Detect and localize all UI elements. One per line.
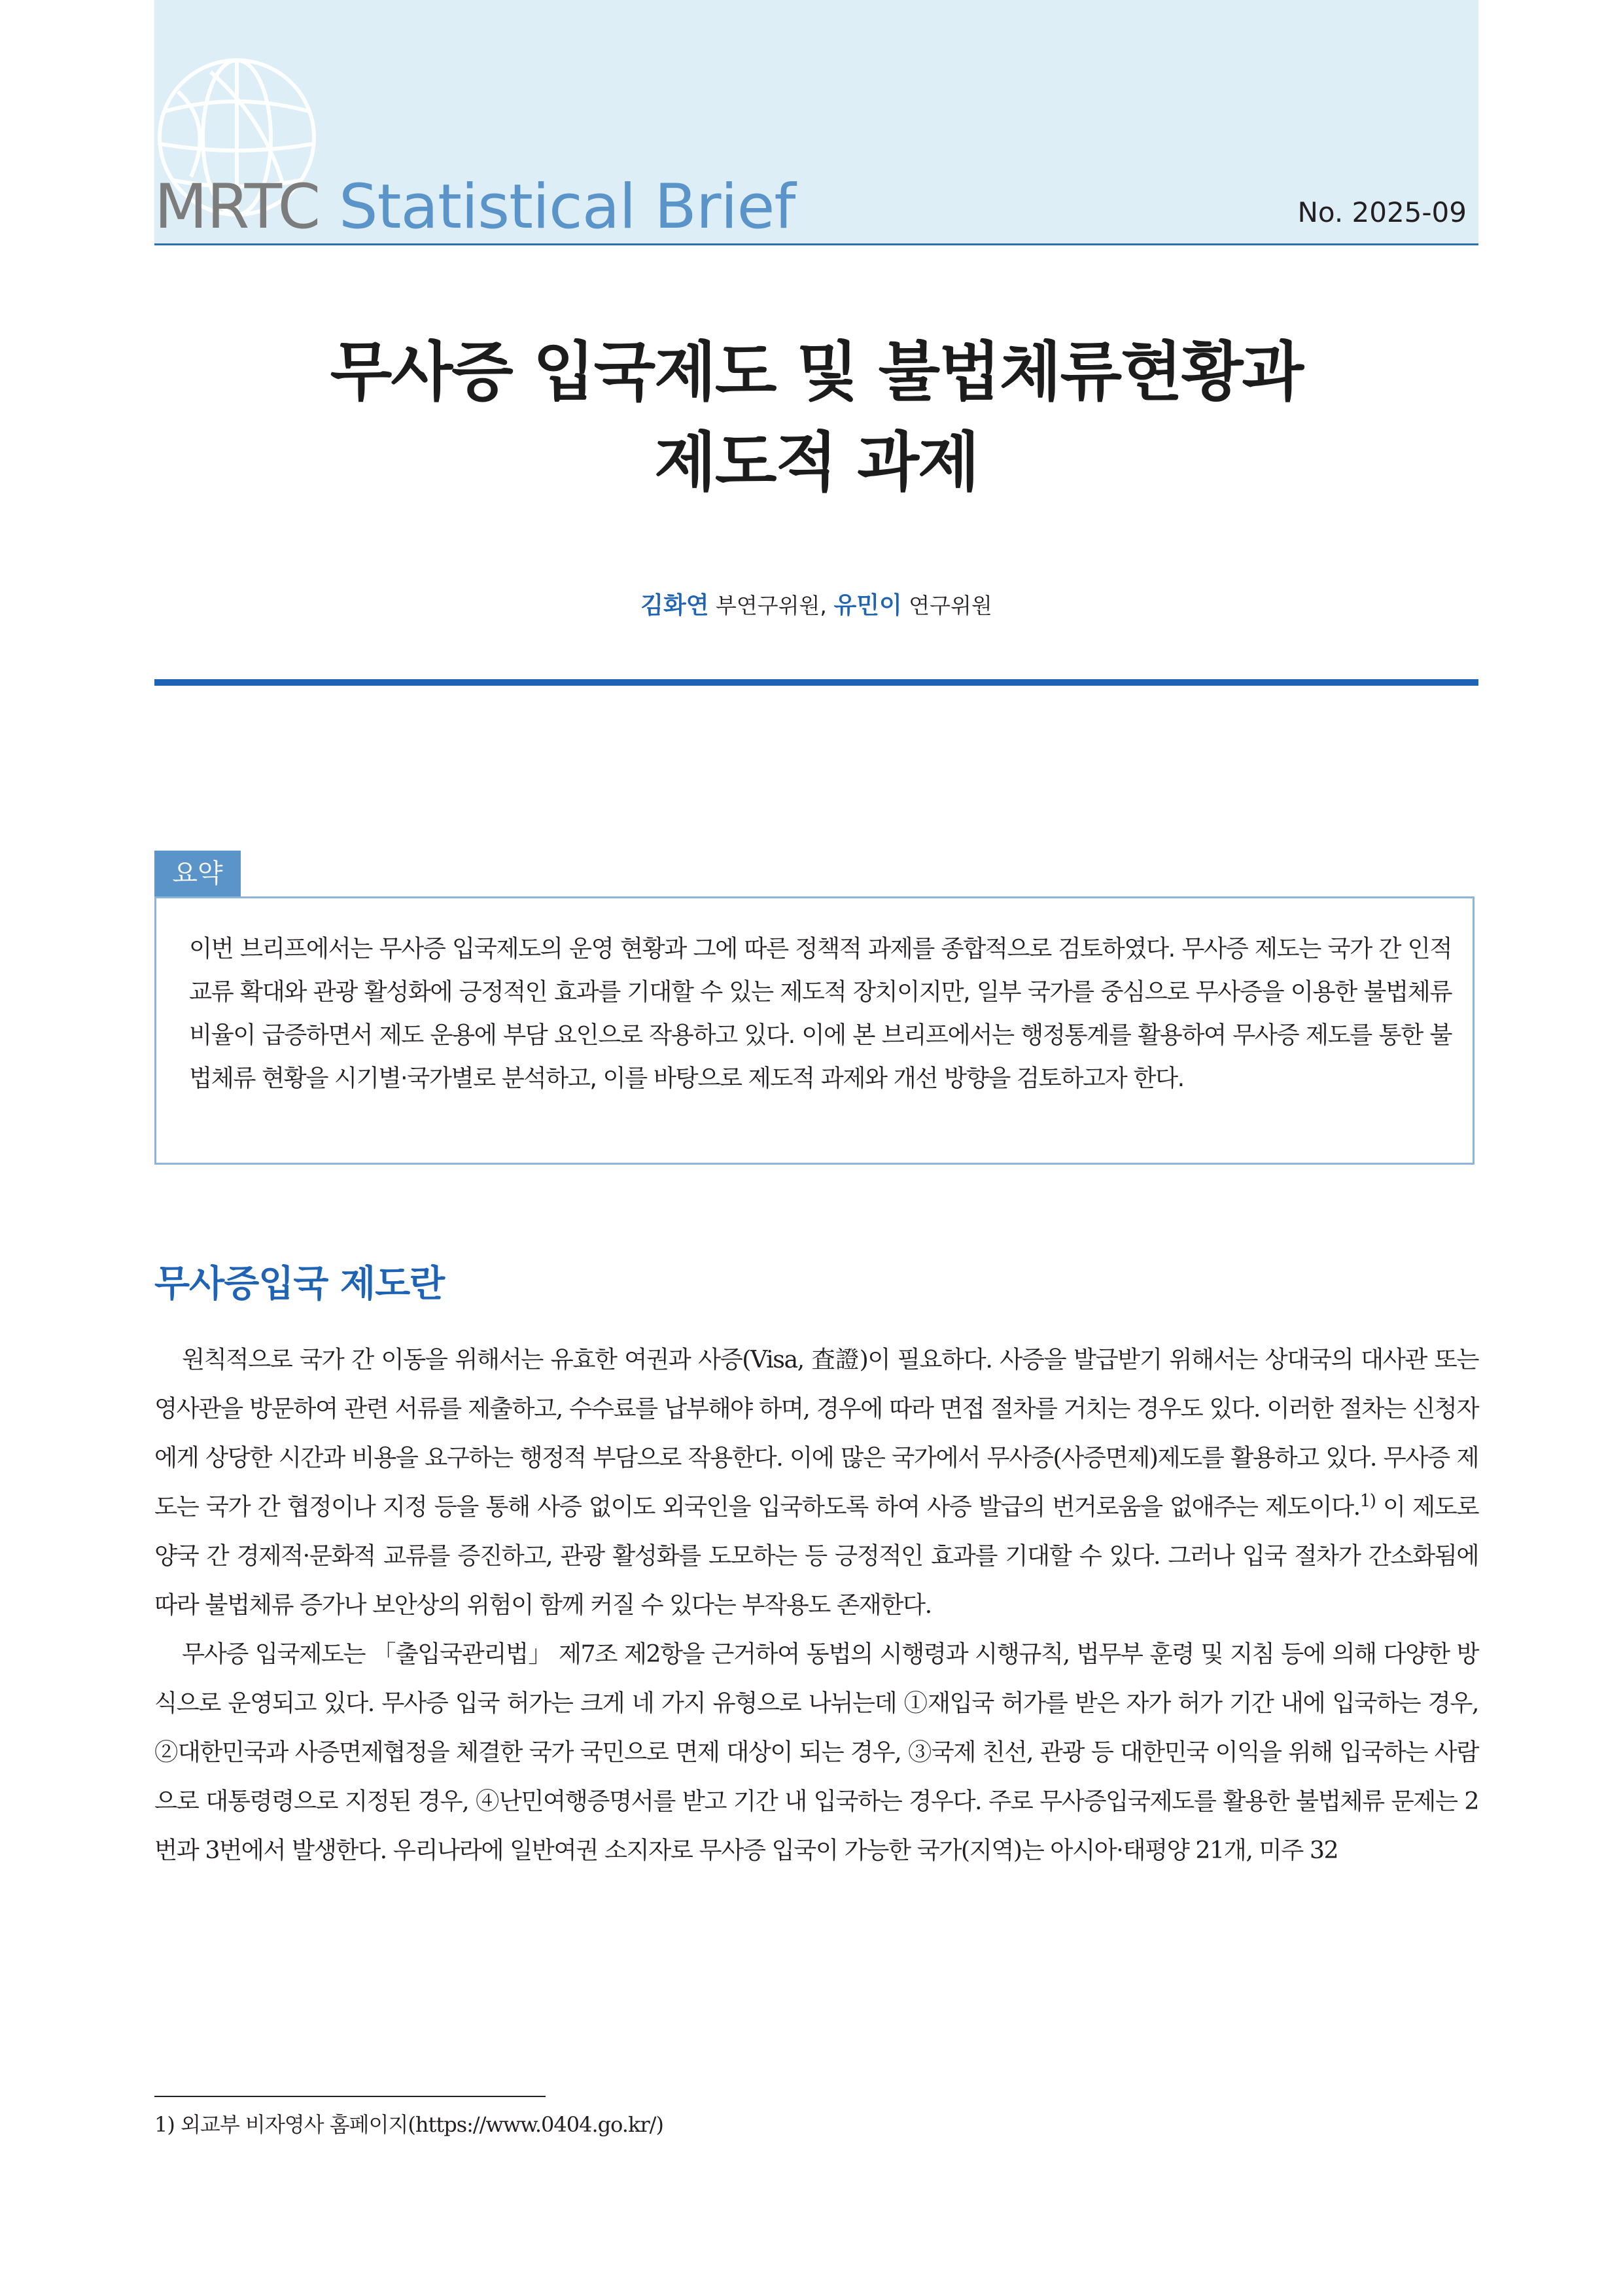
footnote-divider xyxy=(154,2096,546,2097)
paragraph-1 xyxy=(154,1335,1478,1629)
author-line xyxy=(154,587,1478,620)
summary-box xyxy=(154,896,1475,1165)
title-line-1: 무사증 입국제도 및 불법체류현황과 xyxy=(330,335,1303,410)
title-divider xyxy=(154,679,1478,686)
summary-text: 이번 브리프에서는 무사증 입국제도의 운영 현황과 그에 따른 정책적 과제를 종합적으로 검토하였다. 무사증 제도는 국가 간 인적 교류 확대와 관광 활성화에 긍정적인 효과를 기대할 수 있는 제도적 장치이지만, 일부 국가를 중심으로 무사증을 이용한 불법체류 비율이 급증하면서 제도 운용에 부담 요인으로 작용하고 있다. 이에 본 브리프에서는 행정통계를 활용하여 무사증 제도를 통한 불법체류 현황을 시기별·국가별로 분석하고, 이를 바탕으로 제도적 과제와 개선 방향을 검토하고자 한다. xyxy=(189,934,1452,1092)
header-band xyxy=(154,0,1478,243)
author-2-role: 연구위원 xyxy=(909,593,992,618)
author-2-name: 유민이 xyxy=(833,592,902,619)
document-title xyxy=(154,327,1478,508)
summary-tab: 요약 xyxy=(154,851,241,896)
footnote-ref[interactable]: 1) xyxy=(1359,1491,1376,1511)
author-1-name: 김화연 xyxy=(640,592,709,619)
brand-statistical-brief: Statistical Brief xyxy=(339,171,795,243)
brand-title xyxy=(154,171,795,243)
paragraph-1-text: 원칙적으로 국가 간 이동을 위해서는 유효한 여권과 사증(Visa, 査證)이 필요하다. 사증을 발급받기 위해서는 상대국의 대사관 또는 영사관을 방문하여 관련 서류를 제출하고, 수수료를 납부해야 하며, 경우에 따라 면접 절차를 거치는 경우도 있다. 이러한 절차는 신청자에게 상당한 시간과 비용을 요구하는 행정적 부담으로 작용한다. 이에 많은 국가에서 무사증(사증면제)제도를 활용하고 있다. 무사증 제도는 국가 간 협정이나 지정 등을 통해 사증 없이도 외국인을 입국하도록 하여 사증 발급의 번거로움을 없애주는 제도이다. xyxy=(154,1345,1478,1521)
paragraph-1-text-cont: 이 제도로 양국 간 경제적·문화적 교류를 증진하고, 관광 활성화를 도모하는 등 긍정적인 효과를 기대할 수 있다. 그러나 입국 절차가 간소화됨에 따라 불법체류 증가나 보안상의 위험이 함께 커질 수 있다는 부작용도 존재한다. xyxy=(154,1492,1478,1619)
issue-number: No. 2025-09 xyxy=(1297,196,1467,228)
section-heading: 무사증입국 제도란 xyxy=(154,1263,445,1305)
brand-mrtc: MRTC xyxy=(154,171,321,243)
footnote: 1) 외교부 비자영사 홈페이지(https://www.0404.go.kr/) xyxy=(154,2112,663,2137)
header-divider xyxy=(154,243,1478,245)
body-text xyxy=(154,1335,1478,1875)
author-1-role: 부연구위원, xyxy=(716,593,827,618)
paragraph-2: 무사증 입국제도는 「출입국관리법」 제7조 제2항을 근거하여 동법의 시행령과 시행규칙, 법무부 훈령 및 지침 등에 의해 다양한 방식으로 운영되고 있다. 무사증 입국 허가는 크게 네 가지 유형으로 나뉘는데 ①재입국 허가를 받은 자가 허가 기간 내에 입국하는 경우, ②대한민국과 사증면제협정을 체결한 국가 국민으로 면제 대상이 되는 경우, ③국제 친선, 관광 등 대한민국 이익을 위해 입국하는 사람으로 대통령령으로 지정된 경우, ④난민여행증명서를 받고 기간 내 입국하는 경우다. 주로 무사증입국제도를 활용한 불법체류 문제는 2번과 3번에서 발생한다. 우리나라에 일반여권 소지자로 무사증 입국이 가능한 국가(지역)는 아시아·태평양 21개, 미주 32 xyxy=(154,1640,1478,1864)
title-line-2: 제도적 과제 xyxy=(654,425,979,500)
